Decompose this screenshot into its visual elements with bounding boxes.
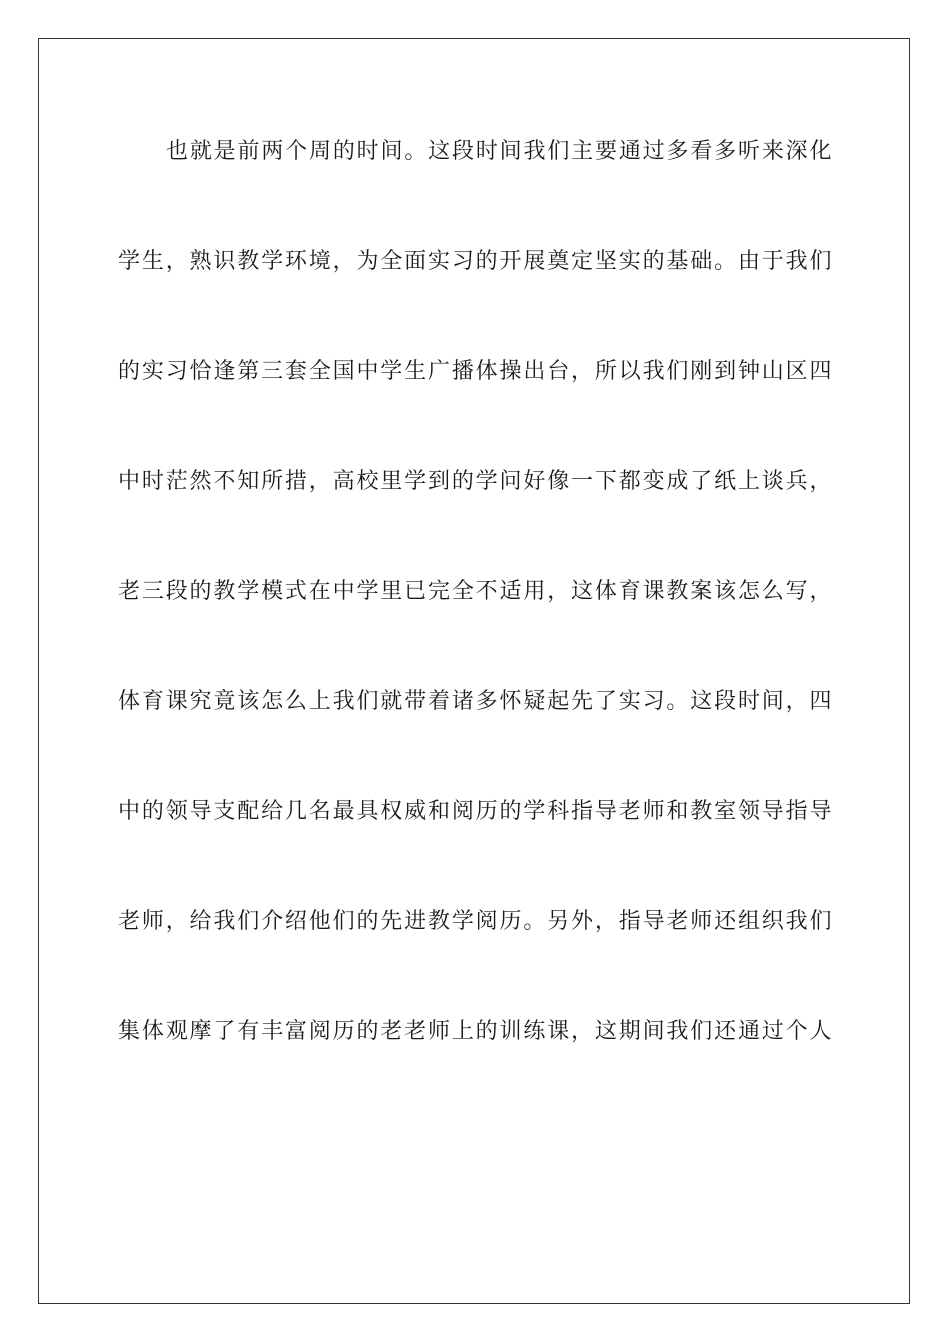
paragraph-line: 中的领导支配给几名最具权威和阅历的学科指导老师和教室领导指导 [118, 799, 832, 824]
document-body [118, 126, 832, 1116]
paragraph-line: 的实习恰逢第三套全国中学生广播体操出台，所以我们刚到钟山区四 [118, 359, 832, 384]
paragraph-line: 老师，给我们介绍他们的先进教学阅历。另外，指导老师还组织我们 [118, 909, 832, 934]
paragraph-line: 中时茫然不知所措，高校里学到的学问好像一下都变成了纸上谈兵， [118, 469, 832, 494]
paragraph-line: 集体观摩了有丰富阅历的老老师上的训练课，这期间我们还通过个人 [118, 1019, 832, 1044]
paragraph-line: 体育课究竟该怎么上我们就带着诸多怀疑起先了实习。这段时间，四 [118, 689, 832, 714]
paragraph-line: 学生，熟识教学环境，为全面实习的开展奠定坚实的基础。由于我们 [118, 249, 832, 274]
paragraph-line: 也就是前两个周的时间。这段时间我们主要通过多看多听来深化 [166, 139, 832, 164]
paragraph-line: 老三段的教学模式在中学里已完全不适用，这体育课教案该怎么写， [118, 579, 832, 604]
